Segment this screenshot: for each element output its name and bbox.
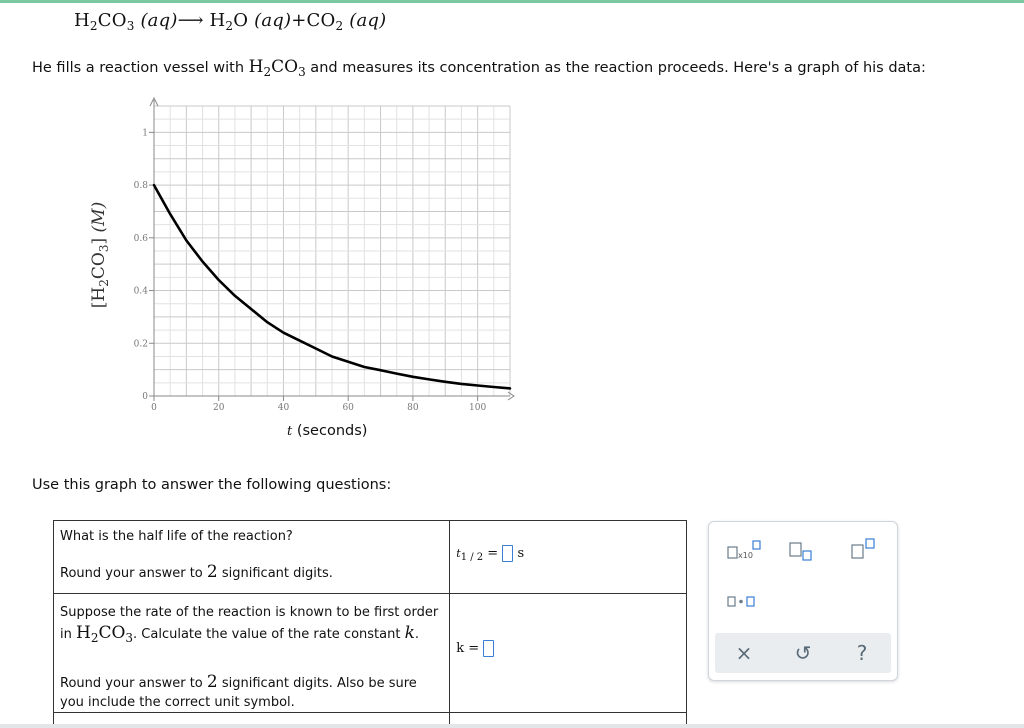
y-tick-label: 0.2 [133,339,148,350]
scientific-notation-button[interactable] [727,540,763,566]
x-tick-label: 40 [277,403,290,413]
top-accent-bar [0,0,1024,3]
concentration-chart [0,90,540,420]
answer-cell [450,713,687,725]
undo-icon[interactable]: ↺ [794,641,812,665]
question-cell [54,594,450,713]
reaction-equation: $H_2CO_3$ (aq)⟶ $H_2O$ $(aq)+CO_2$ (aq) [74,10,387,33]
instruction-text: Use this graph to answer the following questions: [32,477,392,493]
half-life-answer: $t_{1 / 2} = s$ [456,546,525,564]
superscript-button[interactable] [851,538,879,564]
half-life-input[interactable] [502,545,513,562]
subscript-button[interactable] [789,540,815,566]
question-row-rate-constant [54,594,687,713]
close-icon[interactable]: × [735,641,753,665]
question-prompt: What is the half life of the reaction? [60,529,293,544]
question-cell [54,521,450,594]
y-tick-label: 0.6 [133,233,148,244]
intro-text: He fills a reaction vessel with $H_2CO_3$ and measures its concentration as the reaction proceeds. Here's a graph of his data: [32,57,926,79]
y-tick-label: 1 [142,128,148,139]
rounding-instruction: Round your answer to 2 significant digits. [60,562,333,582]
answer-cell [450,594,687,713]
x-axis-label: t (seconds) [287,423,368,439]
math-tool-panel [708,521,898,681]
rate-constant-input[interactable] [483,640,494,657]
x-tick-label: 0 [151,403,157,413]
x-tick-label: 100 [469,403,487,413]
help-icon[interactable]: ? [856,641,868,665]
question-cell [54,713,450,725]
x10-text: x10 [738,551,753,560]
bottom-edge [0,724,1024,728]
answer-cell [450,521,687,594]
y-tick-label: 0 [142,392,148,402]
y-axis-label: $[H_2CO_3]$ (M) [89,201,111,309]
x-tick-label: 60 [342,403,354,413]
multiply-dot-button[interactable] [727,594,761,613]
y-tick-label: 0.4 [133,286,148,297]
question-prompt: Suppose the rate of the reaction is known to be first order in $H_2CO_3$. Calculate the value of the rate constant k. [60,605,439,645]
question-table [53,520,687,725]
question-row-next [54,713,687,725]
y-tick-label: 0.8 [133,181,148,192]
question-row-half-life [54,521,687,594]
rounding-instruction: Round your answer to 2 significant digits. Also be sure you include the correct unit symbol. [60,672,417,710]
tool-action-bar [715,633,891,673]
x-tick-label: 20 [213,403,225,413]
rate-constant-answer: k = [456,640,680,657]
x-tick-label: 80 [407,403,419,413]
